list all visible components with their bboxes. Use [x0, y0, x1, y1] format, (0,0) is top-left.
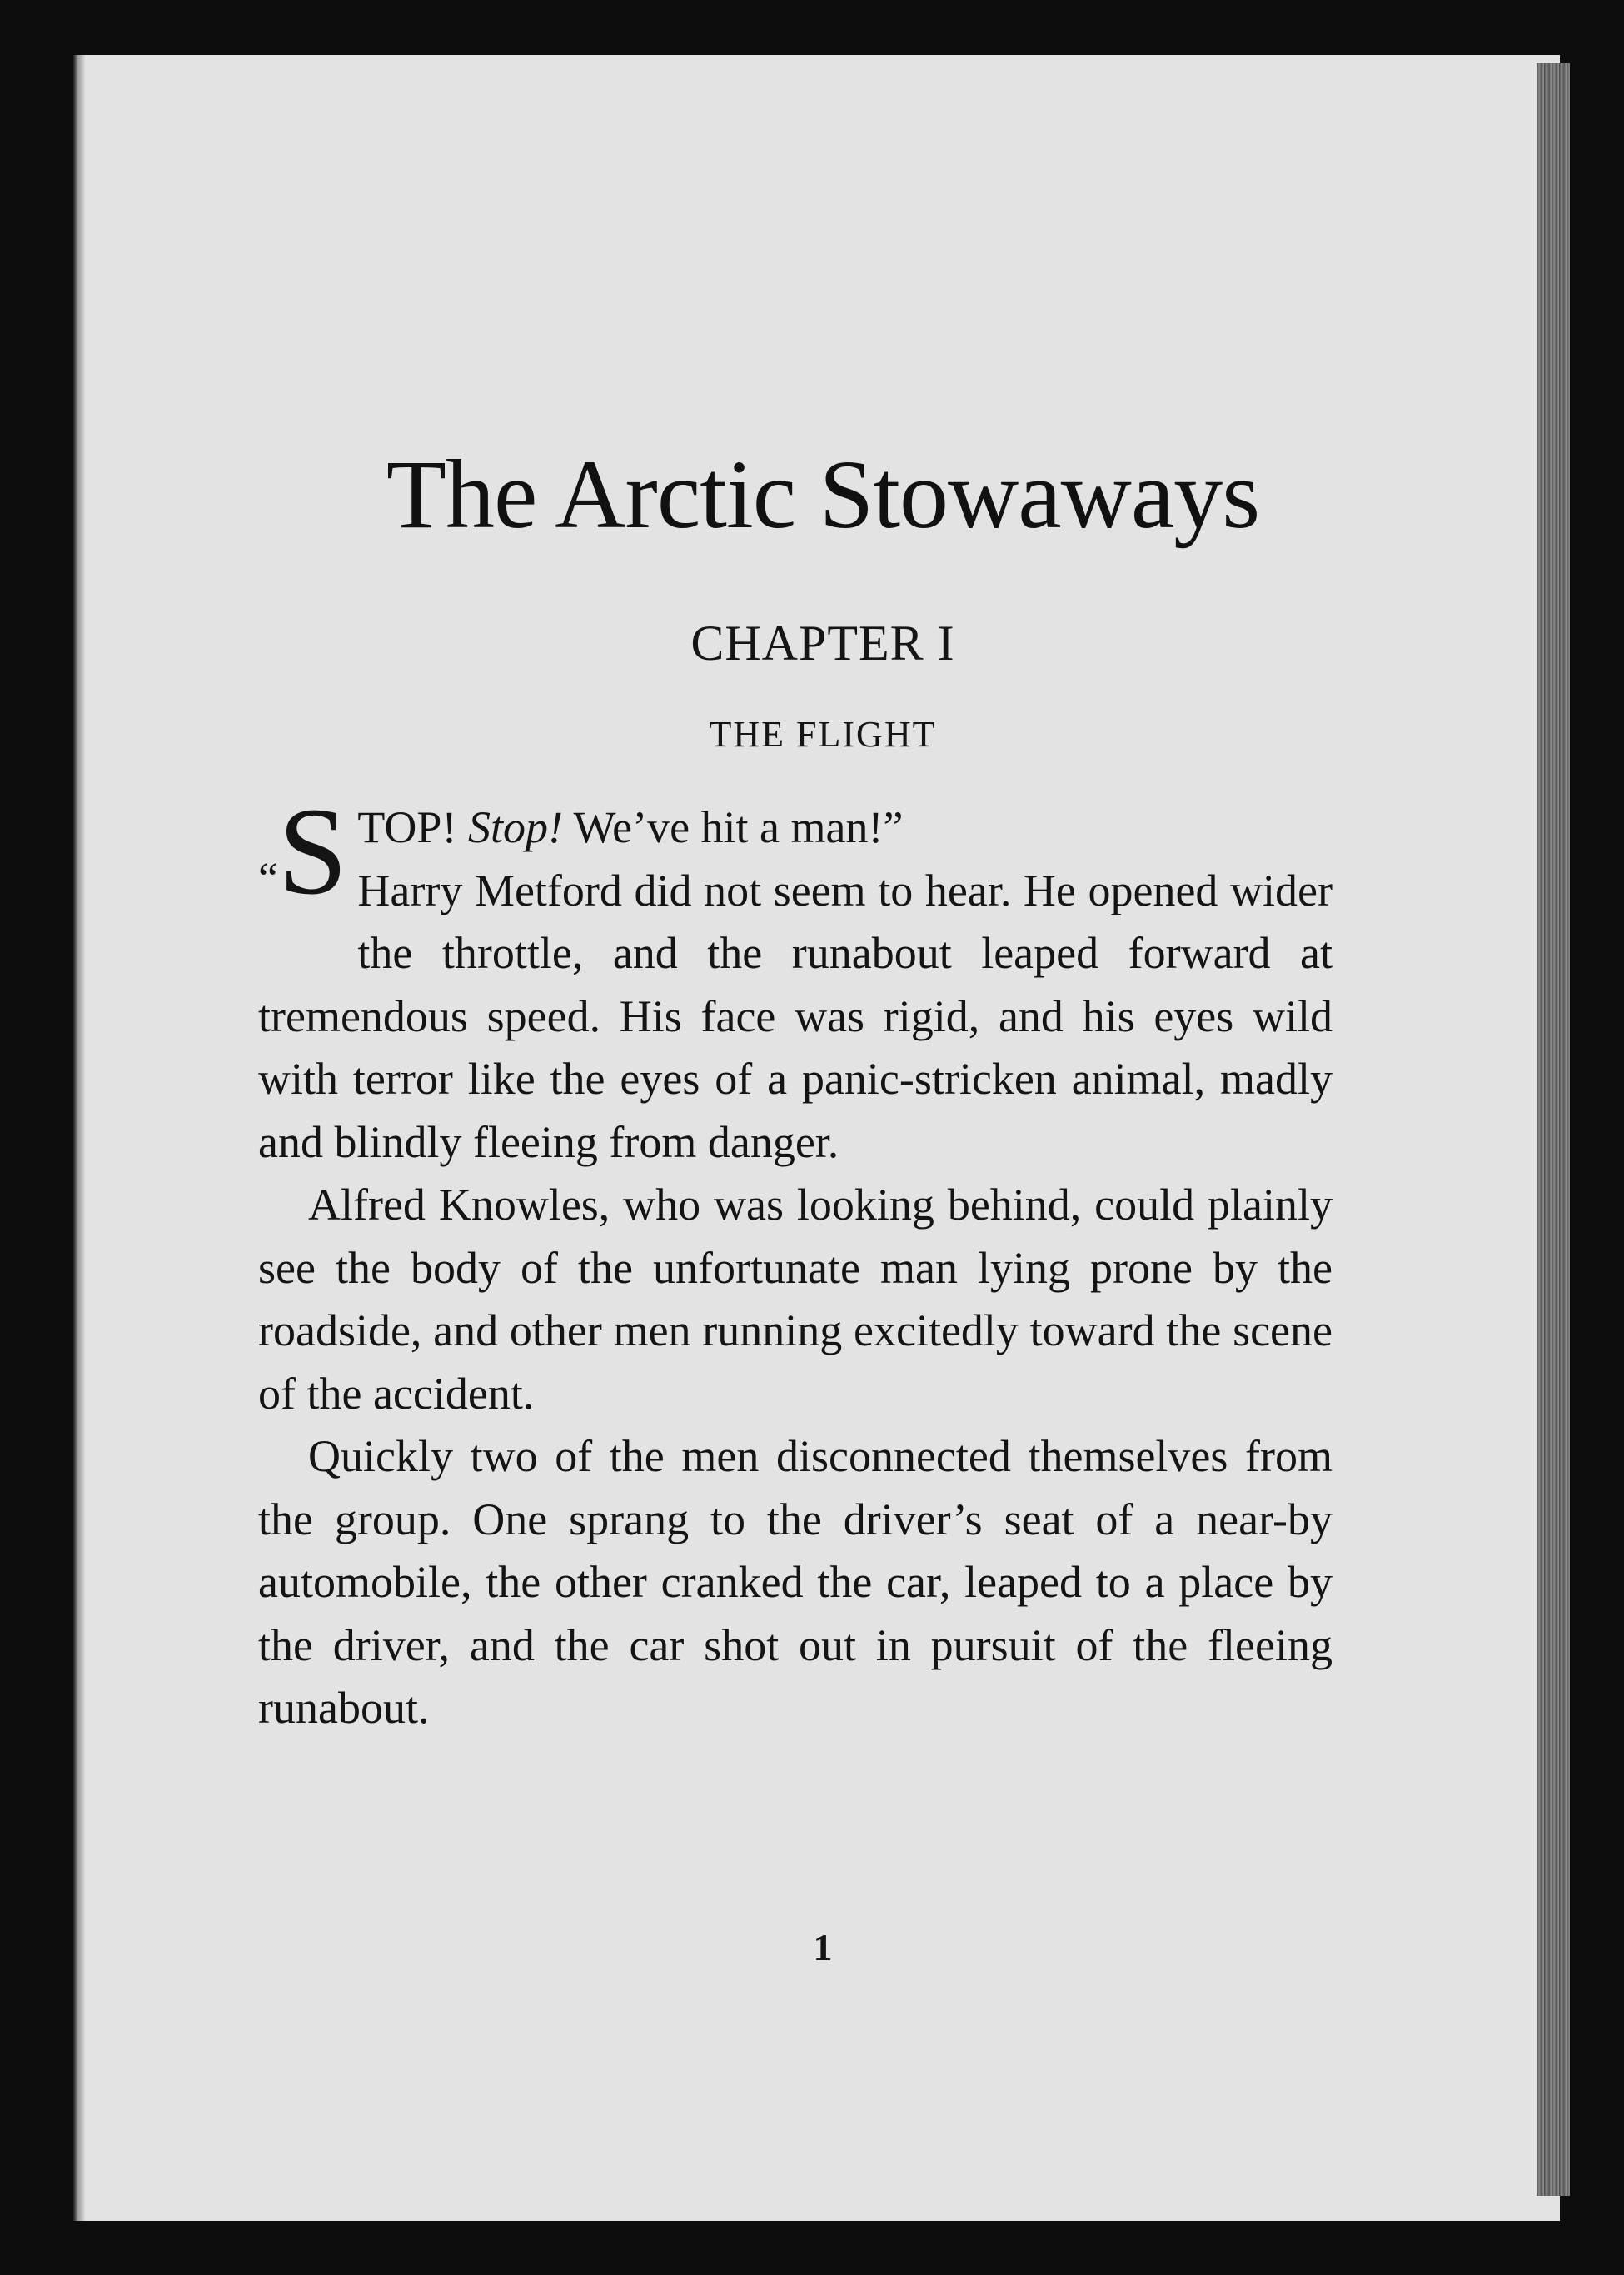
- page-number: 1: [813, 1926, 833, 1968]
- opening-italic: Stop!: [467, 802, 563, 852]
- page-edge-right: [1537, 63, 1570, 2196]
- book-title: The Arctic Stowaways: [386, 440, 1260, 549]
- paragraph-2: Alfred Knowles, who was looking behind, could plainly see the body of the unfortunate man lying prone by the roadside, and other men running excitedly toward the scene of the accident.: [258, 1180, 1333, 1419]
- drop-cap-letter: S: [277, 782, 348, 920]
- chapter-heading: CHAPTER I: [690, 616, 955, 671]
- drop-cap: [258, 782, 348, 928]
- chapter-body: [258, 782, 1333, 1740]
- chapter-title: THE FLIGHT: [709, 714, 937, 755]
- paragraph-3: Quickly two of the men disconnected themselves from the group. One sprang to the driver’s seat of a near-by automobile, the other cranked the car, leaped to a place by the driver, and the car shot out in pursuit of the fleeing runabout.: [258, 1431, 1333, 1733]
- opening-line-end: We’ve hit a man!”: [573, 802, 904, 852]
- page-binding-left: [73, 55, 85, 2221]
- opening-line-rest: TOP!: [357, 802, 457, 852]
- opening-quote: “: [258, 853, 278, 903]
- opening-paragraph: [258, 782, 1333, 1174]
- paragraph-1: Harry Metford did not seem to hear. He opened wider the throttle, and the runabout leaped forward at tremendous speed. His face was rigid, and his eyes wild with terror like the eyes of a panic-stricken animal, madly and blindly fleeing from danger.: [258, 865, 1333, 1167]
- book-page: [73, 55, 1560, 2221]
